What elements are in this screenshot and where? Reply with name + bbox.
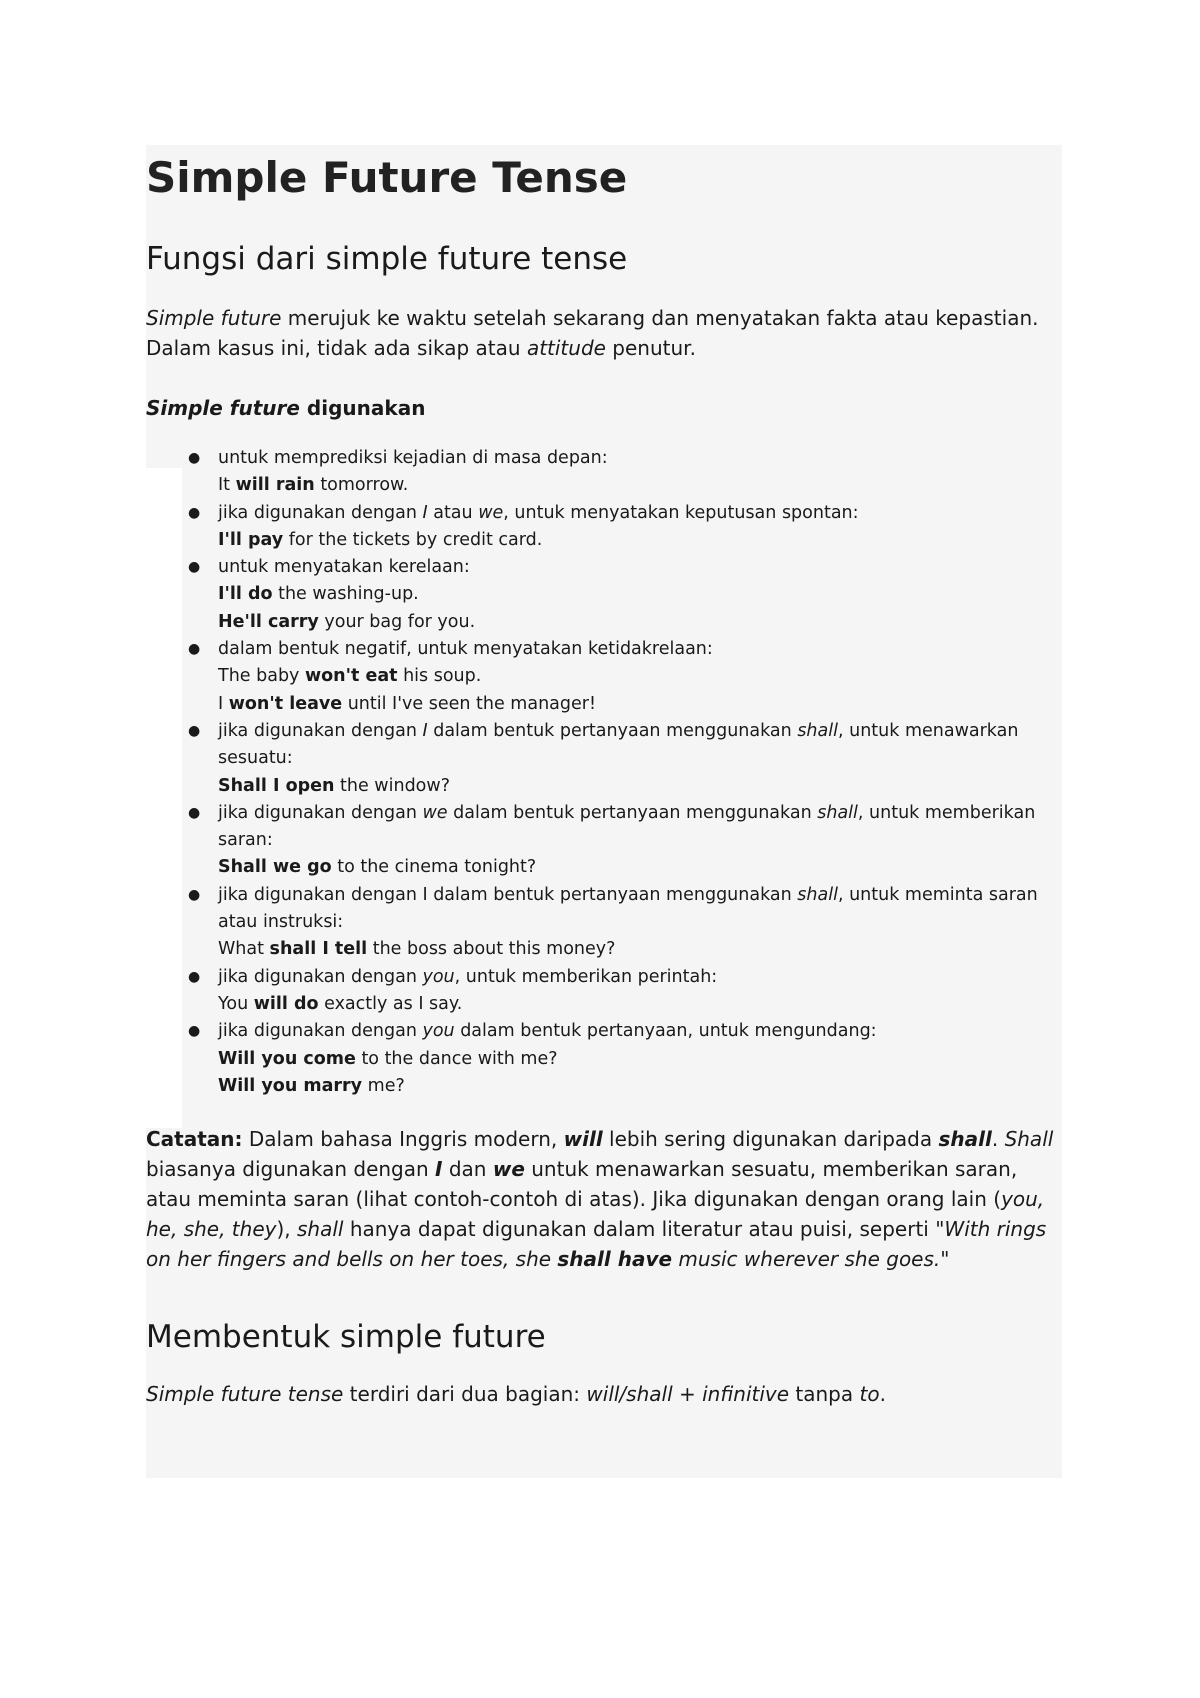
text-run: you [422,1021,455,1042]
text-run: won't eat [304,666,398,687]
text-run: until I've seen the manager! [342,693,596,714]
bullet-icon: ● [188,504,201,521]
use-description [218,1021,877,1041]
bullet-icon: ● [188,804,201,821]
text-run: You [218,993,254,1014]
example-sentence [218,472,1062,499]
bullet-icon: ● [188,559,201,576]
text-run: What [218,939,270,960]
text-run: jika digunakan dengan [218,720,423,741]
text-run: exactly as I say. [318,993,463,1014]
text-run: his soup. [397,666,482,687]
document-body [146,145,1062,1409]
text-run: shall [797,720,838,741]
use-description [218,885,1038,932]
text-run: shall I tell [269,939,368,960]
use-description [218,721,1018,768]
formation-run: . [879,1382,886,1407]
text-run: dalam bentuk pertanyaan menggunakan [427,720,798,741]
note-run: we [492,1157,525,1182]
example-sentence [218,527,1062,554]
text-run: jika digunakan dengan [218,802,423,823]
text-run: we [422,802,448,823]
text-run: Will you come [218,1048,356,1069]
example-sentence [218,1073,1062,1100]
formation-run: will/shall + infinitive [586,1382,790,1407]
section-heading-fungsi: Fungsi dari simple future tense [146,241,628,277]
example-sentence [218,581,1062,608]
text-run: shall [817,802,858,823]
text-run: you [422,966,455,987]
text-run: will do [253,993,319,1014]
note-run: lebih sering digunakan daripada [602,1127,939,1152]
formation-run: terdiri dari dua bagian: [343,1382,587,1407]
note-run: shall have [557,1247,673,1272]
text-run: I'll do [218,584,273,605]
text-run: The baby [218,666,305,687]
text-run: won't leave [228,693,343,714]
text-run: for the tickets by credit card. [283,529,543,550]
example-sentence [218,663,1062,690]
note-run: will [563,1127,603,1152]
text-run: we [478,502,504,523]
section-heading-membentuk: Membentuk simple future [146,1319,546,1356]
text-run: , untuk memberikan saran: [218,802,1036,851]
text-run: shall [797,884,838,905]
text-run: I [422,720,428,741]
note-run: Catatan: [146,1127,243,1152]
note-run: dan [442,1157,493,1182]
text-run: , untuk menyatakan keputusan spontan: [503,502,859,523]
list-item [188,500,1062,555]
text-run: the window? [334,775,450,796]
text-run: tomorrow. [314,475,409,496]
use-description [218,448,608,468]
text-run: Will you marry [218,1075,363,1096]
bullet-icon: ● [188,886,201,903]
list-item [188,800,1062,882]
use-description [218,557,470,577]
use-description [218,967,717,987]
text-run: will rain [235,475,315,496]
example-sentence [218,773,1062,800]
example-sentence [218,691,1062,718]
formation-run: tanpa [789,1382,860,1407]
note-run: you, he, she, they [146,1187,1045,1242]
text-run: , untuk menawarkan sesuatu: [218,720,1019,769]
text-run: to the dance with me? [355,1048,558,1069]
list-item [188,882,1062,964]
note-run: Shall [1004,1127,1054,1152]
note-run: I [435,1157,443,1182]
uses-subheading: Simple future digunakan [146,396,426,420]
note-run: music wherever she goes." [672,1247,950,1272]
list-item [188,964,1062,1019]
note-run: "With rings on her fingers and bells on her toes, she [146,1217,1047,1272]
list-item [188,445,1062,500]
example-sentence [218,854,1062,881]
note-run: . [991,1127,1005,1152]
text-run: untuk menyatakan kerelaan: [218,557,470,578]
example-sentence [218,1046,1062,1073]
intro-term: Simple future [146,306,282,330]
text-run: , untuk memberikan perintah: [454,966,718,987]
text-run: the boss about this money? [367,939,616,960]
text-run: your bag for you. [318,611,476,632]
formation-run: to [859,1382,880,1407]
text-run: atau [427,502,479,523]
text-run: dalam bentuk negatif, untuk menyatakan ketidakrelaan: [218,639,713,660]
bullet-icon: ● [188,641,201,658]
note-run: biasanya digunakan dengan [146,1157,436,1182]
example-sentence [218,609,1062,636]
bullet-icon: ● [188,450,201,466]
note-run: ), [276,1217,297,1242]
formation-paragraph [146,1379,1062,1409]
text-run: to the cinema tonight? [331,857,537,878]
formation-run: Simple future tense [146,1382,344,1407]
text-run: It [218,475,236,496]
example-sentence [218,991,1062,1018]
note-run: shall [938,1127,992,1152]
note-run: untuk menawarkan sesuatu, memberikan saran, atau meminta saran (lihat contoh-contoh di atas). Jika digunakan dengan orang lain ( [146,1157,1018,1212]
page-title: Simple Future Tense [146,153,628,202]
text-run: jika digunakan dengan [218,966,423,987]
list-item [188,1018,1062,1100]
use-description [218,803,1035,850]
text-run: I'll pay [218,529,284,550]
text-run: me? [362,1075,405,1096]
text-run: Shall we go [218,857,332,878]
bullet-icon: ● [188,1023,201,1040]
bullet-icon: ● [188,968,201,985]
note-run: shall [297,1217,344,1242]
text-run: He'll carry [218,611,319,632]
intro-paragraph: Simple future merujuk ke waktu setelah sekarang dan menyatakan fakta atau kepastian. Dalam kasus ini, tidak ada sikap atau attitude penutur. [146,306,1039,360]
text-run: dalam bentuk pertanyaan, untuk mengundang: [454,1021,877,1042]
note-paragraph [146,1124,1062,1274]
text-run: I [218,693,229,714]
text-run: , untuk meminta saran atau instruksi: [218,884,1038,933]
note-run: Dalam bahasa Inggris modern, [242,1127,564,1152]
example-sentence [218,936,1062,963]
text-run: jika digunakan dengan I dalam bentuk pertanyaan menggunakan [218,884,798,905]
text-run: Shall I open [218,775,335,796]
text-run: dalam bentuk pertanyaan menggunakan [447,802,818,823]
text-run: jika digunakan dengan [218,502,423,523]
uses-list [146,445,1062,1100]
use-description [218,503,859,523]
bullet-icon: ● [188,722,201,739]
list-item [188,554,1062,636]
text-run: the washing-up. [272,584,419,605]
use-description [218,639,713,659]
note-run: hanya dapat digunakan dalam literatur atau puisi, seperti [343,1217,936,1242]
text-run: I [422,502,428,523]
text-run: untuk memprediksi kejadian di masa depan: [218,448,608,468]
text-run: jika digunakan dengan [218,1021,423,1042]
list-item [188,636,1062,718]
list-item [188,718,1062,800]
